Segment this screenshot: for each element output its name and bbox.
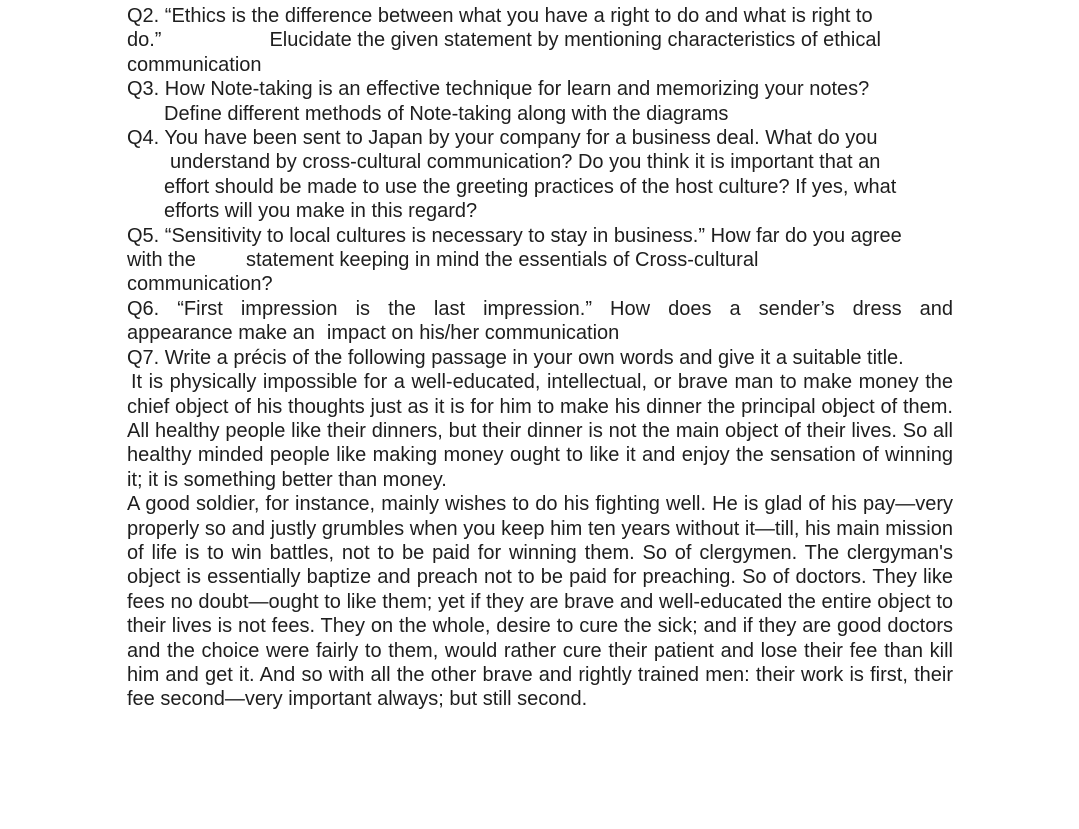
q2-line-3: communication: [127, 53, 262, 76]
q7-paragraph-2-text: A good soldier, for instance, mainly wishes to do his fighting well. He is glad of his pay—very properly so and justly grumbles when you keep him ten years without it—till, his main mission of life is to win battles, not to be paid for winning them. So of clergymen. The clergyman's object is essentially baptize and preach not to be paid for preaching. So of doctors. They like fees no doubt—ought to like them; yet if they are brave and well-educated the entire object to their lives is not fees. They on the whole, desire to cure the sick; and if they are good doctors and the choice were fairly to them, would rather cure their patient and lose their fee than kill him and get it. And so with all the other brave and rightly trained men: their work is first, their fee second—very important always; but still second.: [127, 493, 953, 711]
q6-line-2-end: impact on his/her communication: [326, 322, 620, 345]
q5-line-2-end: statement keeping in mind the essentials of Cross-cultural: [245, 249, 759, 272]
q4-line-1: Q4. You have been sent to Japan by your company for a business deal. What do you: [127, 127, 878, 150]
q3-line-1: Q3. How Note-taking is an effective technique for learn and memorizing your notes?: [127, 78, 870, 101]
question-5: [127, 224, 953, 297]
q4-line-2: understand by cross-cultural communication? Do you think it is important that an: [170, 151, 881, 174]
q2-line-2-start: do.”: [127, 29, 162, 52]
q3-line-2: Define different methods of Note-taking along with the diagrams: [164, 102, 729, 125]
q5-line-3: communication?: [127, 273, 273, 296]
q7-passage-paragraph-1: [127, 370, 953, 492]
q7-line-1: Q7. Write a précis of the following passage in your own words and give it a suitable title.: [127, 346, 904, 369]
question-3: [127, 77, 953, 126]
question-4: [127, 126, 953, 224]
question-6: [127, 297, 953, 321]
question-6-cont: [127, 321, 953, 345]
q4-line-4: efforts will you make in this regard?: [164, 200, 478, 223]
question-document: [127, 4, 953, 712]
q4-line-3: effort should be made to use the greeting practices of the host culture? If yes, what: [164, 175, 897, 198]
q2-line-1: Q2. “Ethics is the difference between what you have a right to do and what is right to: [127, 5, 873, 27]
q5-line-1: Q5. “Sensitivity to local cultures is necessary to stay in business.” How far do you agree: [127, 224, 902, 247]
q5-line-2-start: with the: [127, 249, 196, 272]
question-2: [127, 4, 953, 77]
question-7: [127, 346, 953, 370]
q2-line-2-end: Elucidate the given statement by mentioning characteristics of ethical: [269, 29, 881, 52]
q6-line-2-start: appearance make an: [127, 322, 315, 345]
q7-paragraph-1-text: It is physically impossible for a well-educated, intellectual, or brave man to make money the chief object of his thoughts just as it is for him to make his dinner the principal object of them. All healthy people like their dinners, but their dinner is not the main object of their lives. So all healthy minded people like making money ought to like it and enjoy the sensation of winning it; it is something better than money.: [127, 371, 953, 491]
q6-line-1: Q6. “First impression is the last impression.” How does a sender’s dress and: [127, 297, 953, 320]
q7-passage-paragraph-2: [127, 492, 953, 712]
